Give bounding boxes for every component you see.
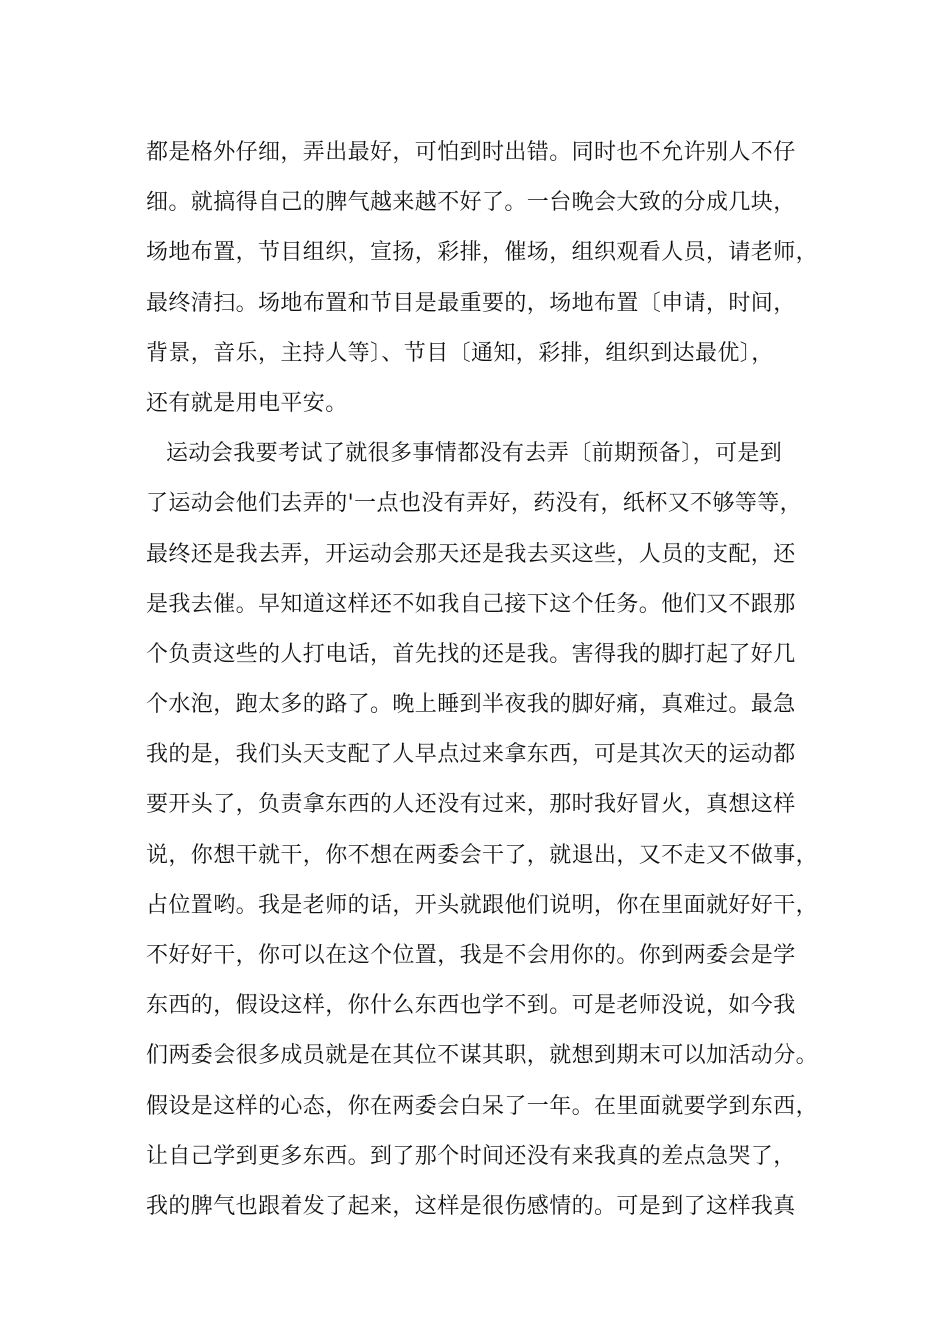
text-line: 还有就是用电平安。 xyxy=(146,390,348,416)
text-line: 最终还是我去弄，开运动会那天还是我去买这些，人员的支配，还 xyxy=(146,541,796,567)
text-line: 说，你想干就干，你不想在两委会干了，就退出，又不走又不做事， xyxy=(146,842,819,868)
text-line: 都是格外仔细，弄出最好，可怕到时出错。同时也不允许别人不仔 xyxy=(146,140,796,165)
text-line: 假设是这样的心态，你在两委会白呆了一年。在里面就要学到东西， xyxy=(146,1093,819,1119)
text-line: 们两委会很多成员就是在其位不谋其职，就想到期末可以加活动分。 xyxy=(146,1043,819,1069)
text-line: 细。就搞得自己的脾气越来越不好了。一台晚会大致的分成几块， xyxy=(146,190,796,216)
text-line: 了运动会他们去弄的'一点也没有弄好，药没有，纸杯又不够等等， xyxy=(146,491,803,517)
text-line: 要开头了，负责拿东西的人还没有过来，那时我好冒火，真想这样 xyxy=(146,792,796,818)
text-line: 东西的，假设这样，你什么东西也学不到。可是老师没说，如今我 xyxy=(146,993,796,1019)
text-line: 让自己学到更多东西。到了那个时间还没有来我真的差点急哭了， xyxy=(146,1143,796,1169)
text-line: 占位置哟。我是老师的话，开头就跟他们说明，你在里面就好好干， xyxy=(146,892,819,918)
text-line: 场地布置，节目组织，宣扬，彩排，催场，组织观看人员，请老师， xyxy=(146,240,819,266)
text-line: 是我去催。早知道这样还不如我自己接下这个任务。他们又不跟那 xyxy=(146,591,796,617)
text-line: 我的脾气也跟着发了起来，这样是很伤感情的。可是到了这样我真 xyxy=(146,1193,796,1219)
body-text xyxy=(146,128,846,1232)
text-line: 个负责这些的人打电话，首先找的还是我。害得我的脚打起了好几 xyxy=(146,641,796,667)
text-line: 个水泡，跑太多的路了。晚上睡到半夜我的脚好痛，真难过。最急 xyxy=(146,692,796,718)
text-line: 我的是，我们头天支配了人早点过来拿东西，可是其次天的运动都 xyxy=(146,742,796,768)
paragraph-start-line: 运动会我要考试了就很多事情都没有去弄〔前期预备〕，可是到 xyxy=(166,441,783,467)
text-line: 背景，音乐，主持人等〕、节目〔通知，彩排，组织到达最优〕， xyxy=(146,340,774,366)
text-line: 不好好干，你可以在这个位置，我是不会用你的。你到两委会是学 xyxy=(146,943,796,968)
text-line: 最终清扫。场地布置和节目是最重要的，场地布置〔申请，时间， xyxy=(146,290,796,316)
